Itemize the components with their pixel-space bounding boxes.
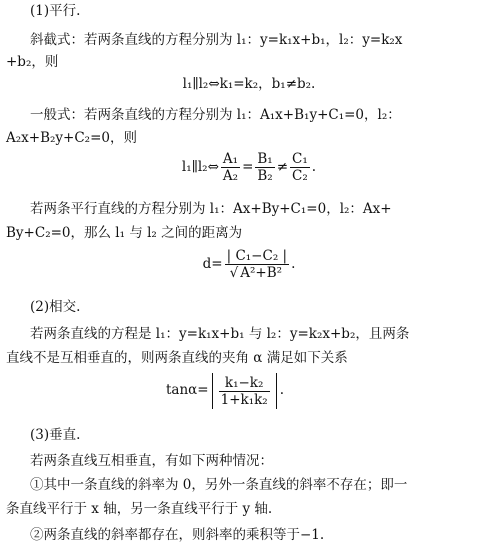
distance-text-line1: 若两条平行直线的方程分别为 l₁：Ax+By+C₁=0，l₂：Ax+ — [30, 201, 392, 217]
fraction-b-numerator: B₁ — [257, 151, 273, 167]
perpendicular-case1-line1: ①其中一条直线的斜率为 0，另外一条直线的斜率不存在；即一 — [30, 477, 408, 493]
section-heading-perpendicular: (3)垂直. — [30, 427, 81, 443]
fraction-c — [290, 151, 310, 184]
fraction-c-numerator: C₁ — [292, 151, 308, 167]
fraction-a-numerator: A₁ — [222, 151, 239, 167]
general-form-text-line1: 一般式：若两条直线的方程分别为 l₁：A₁x+B₁y+C₁=0，l₂： — [30, 107, 401, 123]
not-equal-sign: ≠ — [276, 159, 289, 175]
angle-denominator: 1+k₁k₂ — [220, 391, 268, 408]
formula-suffix: . — [311, 159, 317, 175]
section-heading-intersect: (2)相交. — [30, 299, 81, 315]
distance-text-line2: By+C₂=0，那么 l₁ 与 l₂ 之间的距离为 — [6, 225, 243, 241]
equals-sign: = — [242, 159, 254, 175]
slope-form-text-line2: +b₂，则 — [6, 54, 59, 70]
section-heading-parallel: (1)平行. — [30, 3, 81, 19]
angle-suffix: . — [279, 382, 284, 398]
fraction-b-denominator: B₂ — [257, 168, 273, 184]
intersect-text-line2: 直线不是互相垂直的，则两条直线的夹角 α 满足如下关系 — [6, 350, 348, 366]
slope-form-text-line1: 斜截式：若两条直线的方程分别为 l₁：y=k₁x+b₁，l₂：y=k₂x — [30, 32, 403, 48]
parallel-general-condition-formula — [0, 150, 498, 184]
general-form-text-line2: A₂x+B₂y+C₂=0，则 — [6, 130, 137, 146]
intersect-text-line1: 若两条直线的方程是 l₁：y=k₁x+b₁ 与 l₂：y=k₂x+b₂，且两条 — [30, 326, 410, 342]
absolute-value-bars — [212, 373, 277, 409]
angle-numerator: k₁−k₂ — [219, 375, 270, 392]
distance-fraction — [225, 248, 289, 281]
distance-lhs: d= — [202, 256, 223, 272]
distance-denominator — [225, 265, 289, 281]
distance-numerator: | C₁−C₂ | — [226, 248, 288, 264]
formula-prefix: l₁∥l₂⇔ — [181, 159, 219, 175]
distance-denominator-text: A²+B² — [240, 265, 283, 281]
fraction-a-denominator: A₂ — [222, 168, 239, 184]
angle-lhs: tanα= — [166, 382, 209, 398]
fraction-c-denominator: C₂ — [292, 168, 308, 184]
angle-formula — [166, 372, 284, 409]
distance-suffix: . — [291, 256, 296, 272]
perpendicular-case1-line2: 条直线平行于 x 轴，另一条直线平行于 y 轴. — [6, 501, 273, 517]
fraction-a — [221, 151, 240, 184]
perpendicular-case2: ②两条直线的斜率都存在，则斜率的乘积等于−1. — [30, 527, 325, 543]
distance-formula — [0, 246, 498, 282]
parallel-slope-condition-formula: l₁∥l₂⇔k₁=k₂，b₁≠b₂. — [182, 76, 316, 92]
fraction-b — [255, 151, 274, 184]
angle-fraction — [219, 375, 270, 408]
distance-numerator-text: C₁−C₂ — [235, 248, 279, 264]
perpendicular-intro: 若两条直线互相垂直，有如下两种情况： — [30, 453, 273, 469]
sqrt-symbol: √ A²+B² — [229, 265, 283, 281]
